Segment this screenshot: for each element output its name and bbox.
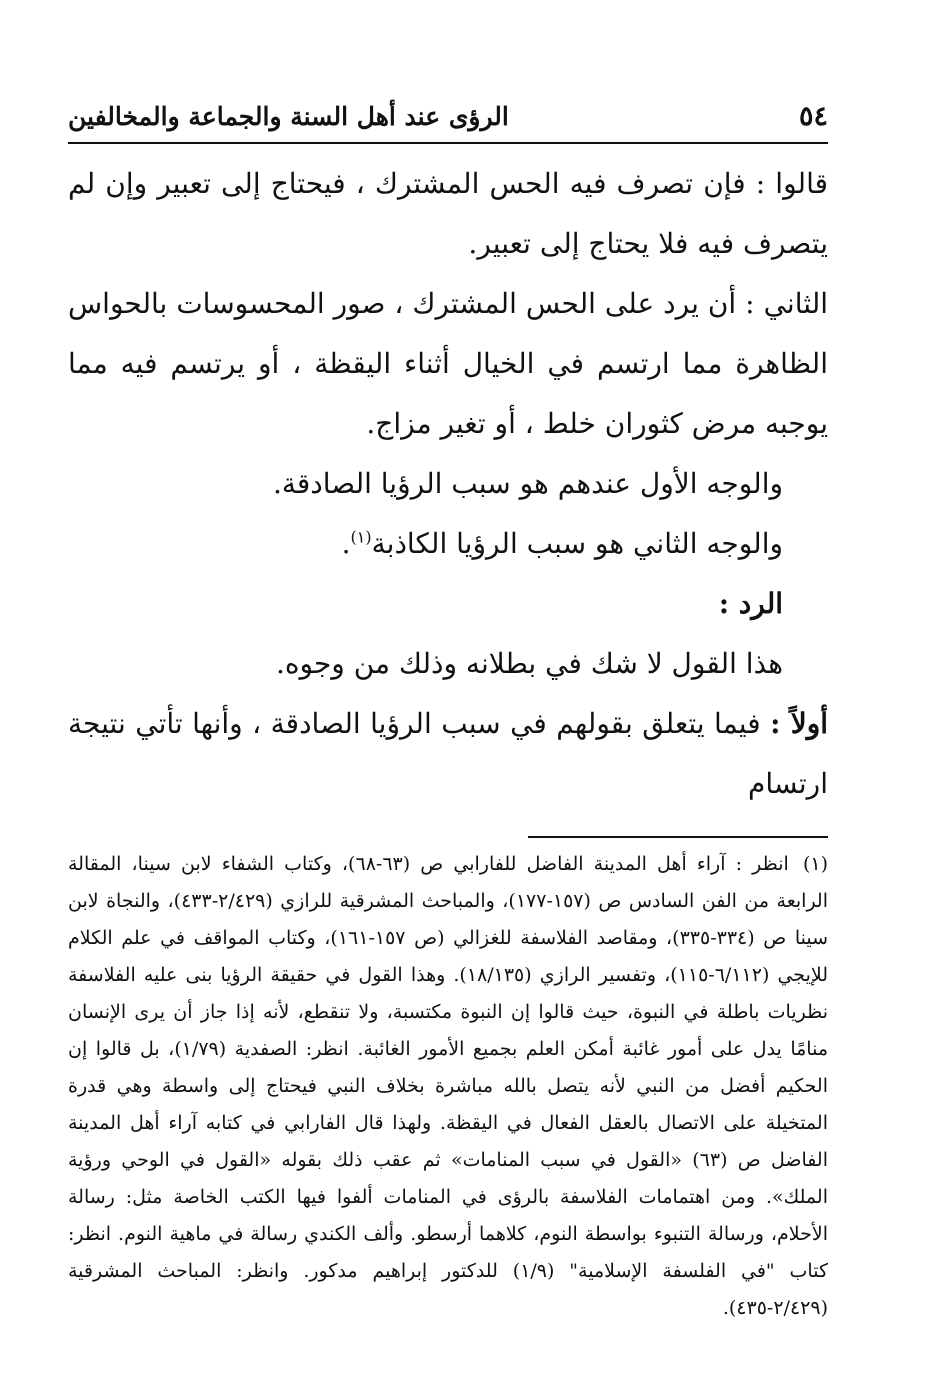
paragraph-firstly — [68, 694, 828, 814]
main-text — [68, 154, 828, 814]
paragraph-refutation: هذا القول لا شك في بطلانه وذلك من وجوه. — [275, 647, 783, 680]
running-title: الرؤى عند أهل السنة والجماعة والمخالفين — [68, 101, 509, 131]
paragraph-qalu — [68, 154, 828, 274]
firstly-text: فيما يتعلق بقولهم في سبب الرؤيا الصادقة ، وأنها تأتي نتيجة ارتسام — [68, 707, 828, 800]
second-text: أن يرد على الحس المشترك ، صور المحسوسات بالحواس الظاهرة مما ارتسم في الخيال أثناء اليقظة ، أو يرتسم فيه مما يوجبه مرض كثوران خلط ، أو تغير مزاج. — [68, 287, 828, 440]
footnote-rule — [528, 836, 828, 838]
paragraph-qalu-line1: قالوا : فإن تصرف فيه الحس المشترك ، فيحتاج إلى تعبير وإن لم يتصرف فيه — [68, 167, 828, 260]
paragraph-second — [68, 274, 828, 454]
firstly-label: أولاً : — [770, 707, 828, 740]
second-aspect-text: والوجه الثاني هو سبب الرؤيا الكاذبة — [371, 527, 783, 560]
running-header — [68, 92, 828, 140]
footnote-number: (١) — [802, 853, 828, 875]
page-number: ٥٤ — [798, 100, 828, 132]
paragraph-first-aspect: والوجه الأول عندهم هو سبب الرؤيا الصادقة. — [272, 467, 783, 500]
reply-heading: الرد : — [718, 587, 783, 620]
footnote-text: انظر : آراء أهل المدينة الفاضل للفارابي ص (٦٣-٦٨)، وكتاب الشفاء لابن سينا، المقالة الرابعة من الفن السادس ص (١٥٧-١٧٧)، والمباحث المشرقية للرازي (٢/٤٢٩-٤٣٣)، والنجاة لابن سينا ص (٣٣٤-٣٣٥)، ومقاصد الفلاسفة للغزالي (ص ١٥٧-١٦١)، وكتاب المواقف في علم الكلام للإيجي (٦/١١٢-١١٥)، وتفسير الرازي (١٨/١٣٥). وهذا القول في حقيقة الرؤيا بنى عليه الفلاسفة نظريات باطلة في النبوة، حيث قالوا إن النبوة مكتسبة، ولا تنقطع، لأنه إذا جاز أن يرى الإنسان منامًا يدل على أمور غائبة أمكن العلم بجميع الأمور الغائبة. انظر: الصفدية (١/٧٩)، بل قالوا إن الحكيم أفضل من النبي لأنه يتصل بالله مباشرة بخلاف النبي فيحتاج إلى واسطة وهي قدرة المتخيلة على الاتصال بالعقل الفعال في اليقظة. ولهذا قال الفارابي في كتابه آراء أهل المدينة الفاضل ص (٦٣) «القول في سبب المنامات» ثم عقب ذلك بقوله «القول في الوحي ورؤية الملك». ومن اهتمامات الفلاسفة بالرؤى في المنامات ألفوا فيها الكتب الخاصة مثل: رسالة الأحلام، ورسالة التنبوء بواسطة النوم، كلاهما أرسطو. وألف الكندي رسالة في ماهية النوم. انظر: كتاب "في الفلسفة الإسلامية" (١/٩) للدكتور إبراهيم مدكور. وانظر: المباحث المشرقية (٢/٤٢٩-٤٣٥). — [68, 853, 829, 1319]
paragraph-second-aspect — [68, 514, 828, 574]
footnote — [68, 846, 828, 1327]
footnote-ref[interactable]: (١) — [350, 527, 372, 547]
second-label: الثاني : — [745, 287, 828, 320]
header-rule — [68, 142, 828, 144]
paragraph-qalu-line2: فلا يحتاج إلى تعبير. — [468, 227, 689, 260]
book-page — [68, 92, 828, 1332]
second-aspect-end: . — [341, 527, 351, 560]
